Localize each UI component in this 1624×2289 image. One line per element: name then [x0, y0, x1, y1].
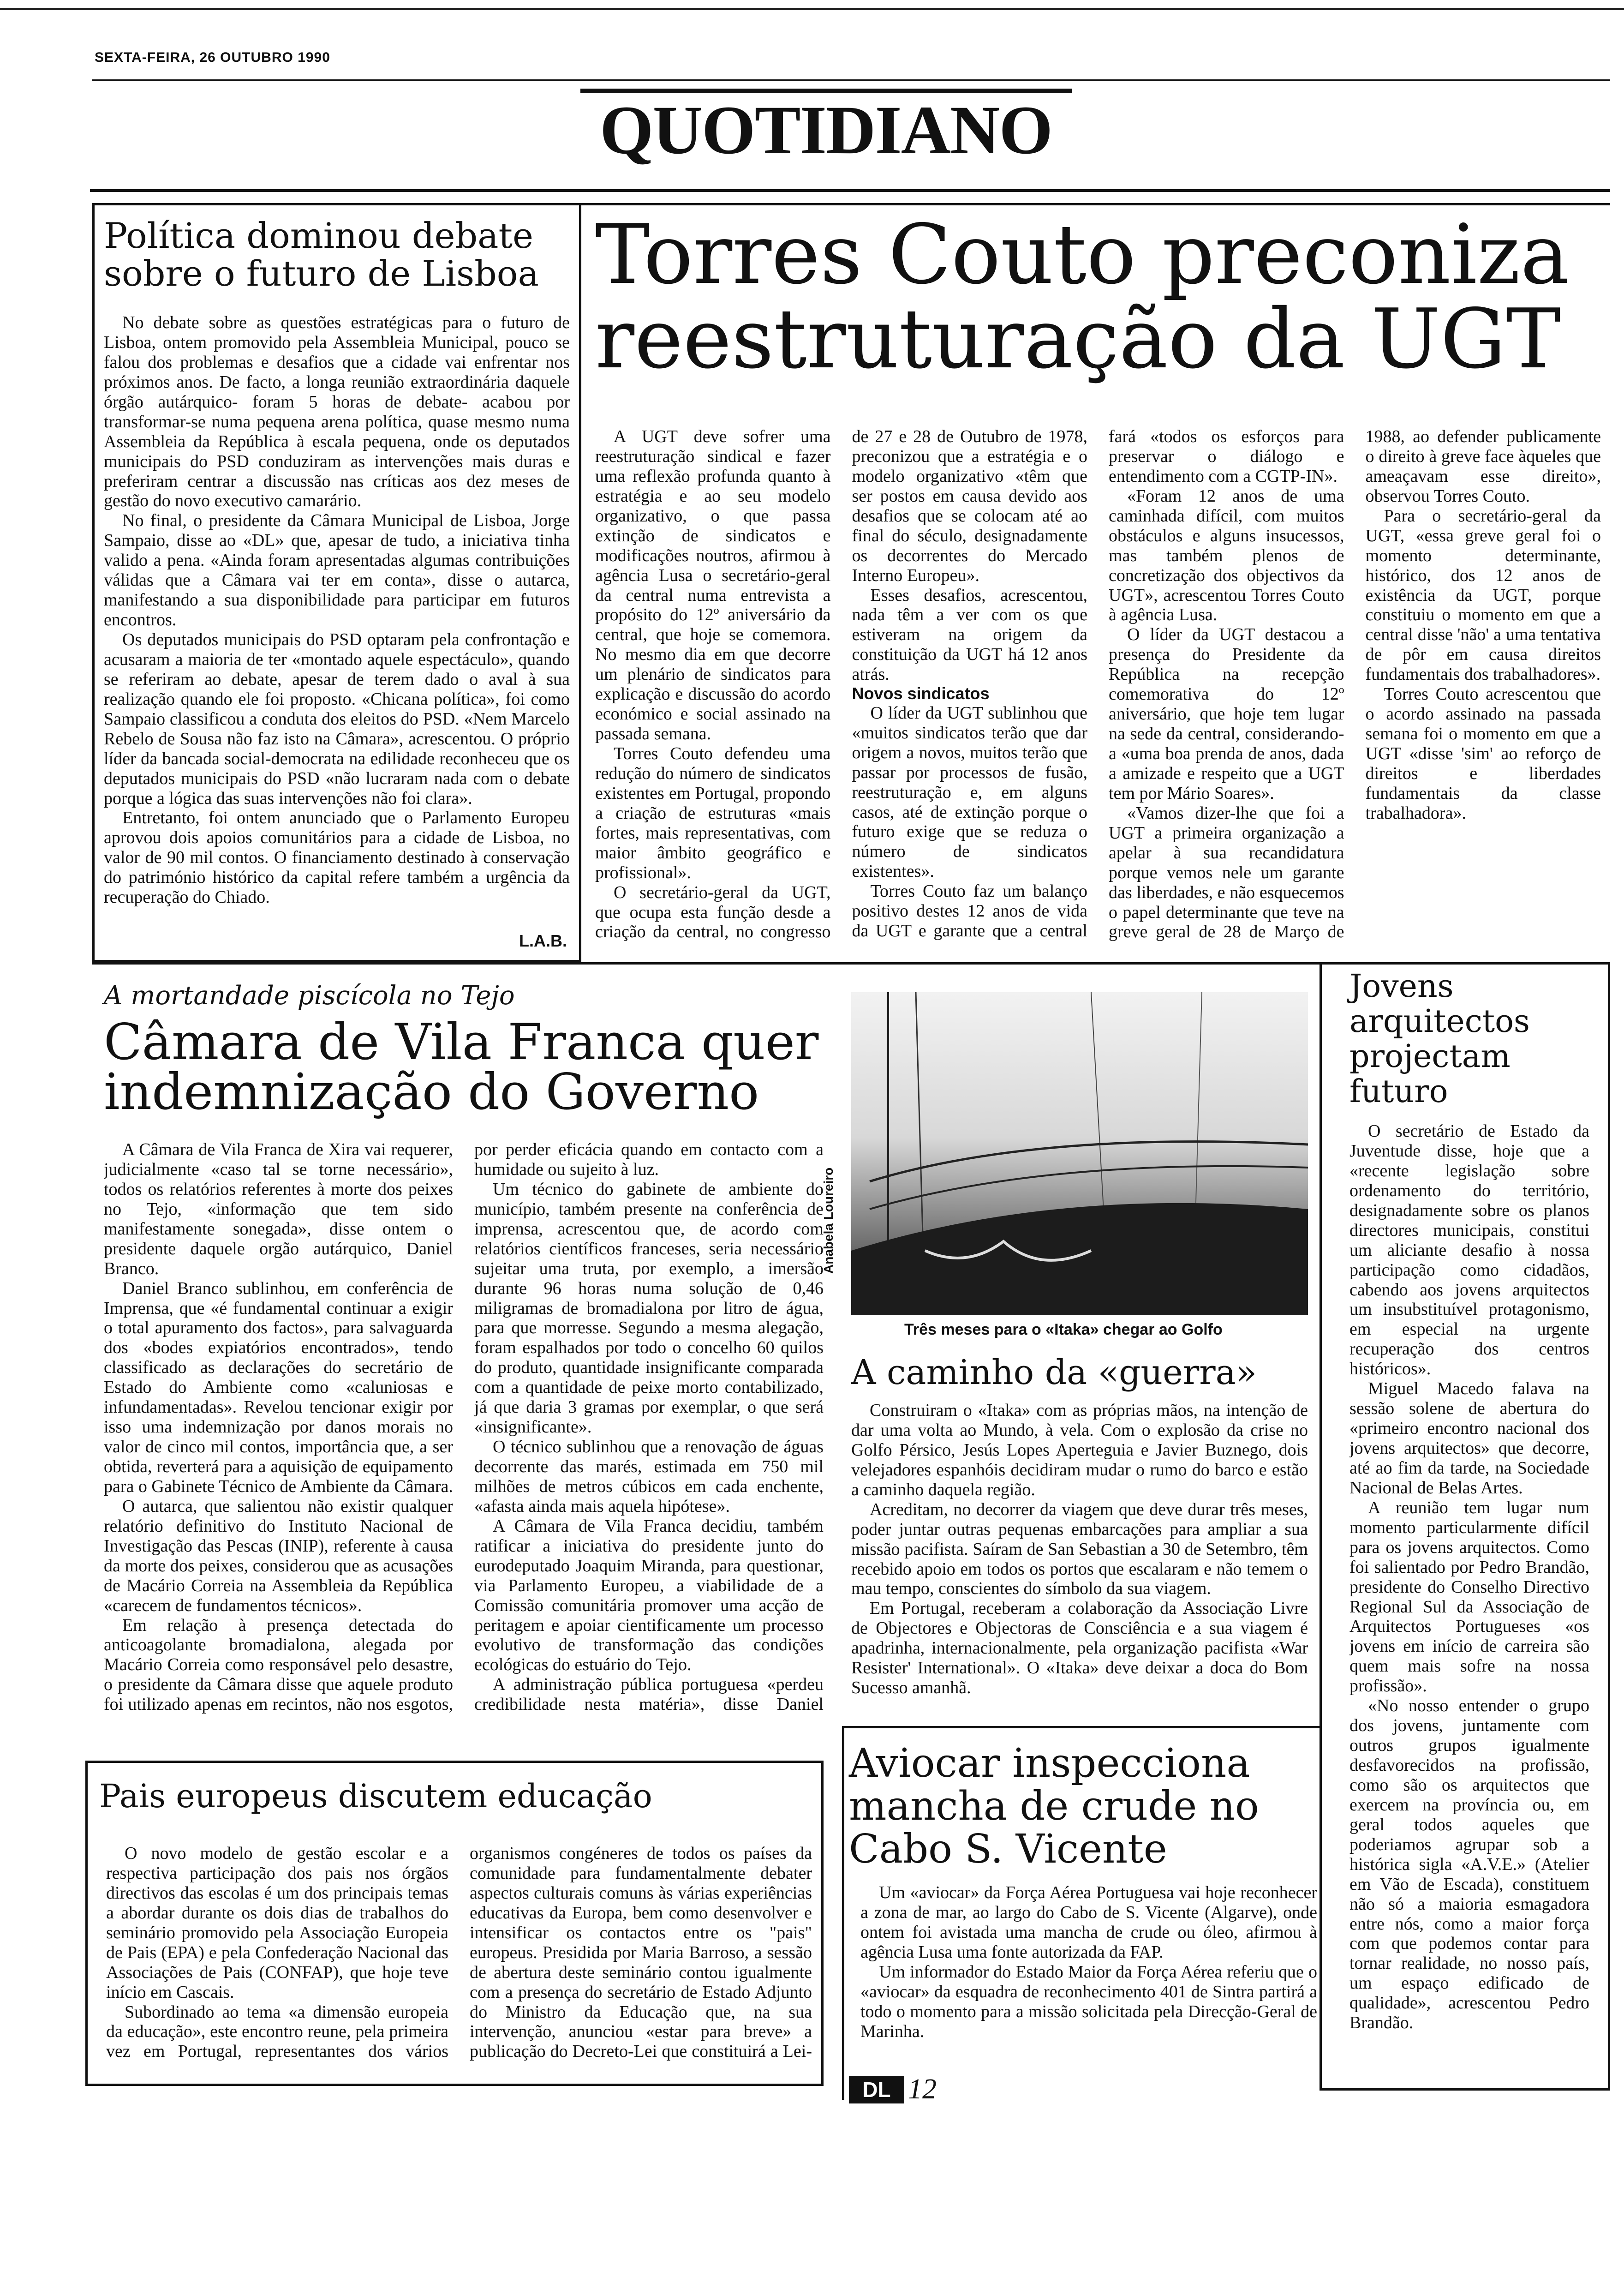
educacao-body	[106, 1844, 812, 2079]
section-title: QUOTIDIANO	[599, 92, 1052, 168]
paragraph: Em Portugal, receberam a colaboração da Associação Livre de Objectores e Objectoras de Consciência e a sua viagem é apadrinha, internacionalmente, pela organização pacifista «War Resister' International». O «Itaka» deve deixar a doca do Bom Sucesso amanhã.	[851, 1599, 1308, 1698]
paragraph: Para o secretário-geral da UGT, «essa greve geral foi o momento determinante, histórico, dos 12 anos de existência da UGT, porque constituiu o momento em que a central disse 'não' a uma tentativa de pôr em causa direitos fundamentais dos trabalhadores».	[1365, 506, 1601, 684]
paragraph: A reunião tem lugar num momento particularmente difícil para os jovens arquitectos. Como foi salientado por Pedro Brandão, presidente do Conselho Directivo Regional Sul da Associação de Arquitectos Portugueses «os jovens em início de carreira são quem mais sofre na nossa profissão».	[1349, 1498, 1589, 1696]
paragraph: Em relação à presença detectada do anticoagolante bromadialona, alegada por Macário Correia como responsável pelo desastre, o presidente da Câmara disse que aquele produto foi utilizado apenas em recintos, não nos esgotos, por perder eficácia quando em contacto com a humidade ou sujeito à luz.	[104, 1140, 824, 1714]
vilafranca-headline: Câmara de Vila Franca quer indemnização do Governo	[104, 1013, 819, 1121]
paragraph: Um «aviocar» da Força Aérea Portuguesa vai hoje reconhecer a zona de mar, ao largo do Cabo de S. Vicente (Algarve), onde ontem foi avistada uma mancha de crude ou óleo, afirmou à agência Lusa uma fonte autorizada da FAP.	[860, 1883, 1317, 1962]
paragraph: A UGT deve sofrer uma reestruturação sindical e fazer uma reflexão profunda quanto à estratégia e ao seu modelo organizativo, o que passa extinção de sindicatos e modificações noutros, afirmou à agência Lusa o secretário-geral da central numa entrevista a propósito do 12º aniversário da central, que hoje se comemora. No mesmo dia em que decorre um plenário de sindicatos para explicação e discussão do acordo económico e social assinado na passada semana.	[595, 427, 831, 744]
lisboa-headline: Política dominou debate sobre o futuro de Lisboa	[104, 215, 539, 294]
page-number: 12	[908, 2073, 937, 2105]
paragraph: Esses desafios, acrescentou, nada têm a ver com os que estiveram na origem da constituição da UGT há 12 anos atrás.	[852, 585, 1087, 684]
paragraph: O autarca, que salientou não existir qualquer relatório definitivo do Instituto Nacional de Investigação das Pescas (INIP), referente à causa da morte dos peixes, considerou que as acusações de Macário Correia na Assembleia da República «carecem de fundamentos técnicos».	[104, 1496, 453, 1615]
dl-logo: DL	[849, 2076, 904, 2103]
paragraph: A administração pública portuguesa «perdeu credibilidade nesta matéria», disse Daniel	[474, 1675, 824, 1714]
ugt-body	[595, 427, 1601, 958]
section-underline	[90, 189, 1610, 192]
paragraph: O líder da UGT sublinhou que «muitos sindicatos terão que dar origem a novos, muitos terão que passar por processos de fusão, reestruturação e, em alguns casos, até de extinção porque o futuro exige que se reduza o número de sindicatos existentes».	[852, 703, 1087, 881]
paragraph: Torres Couto faz um balanço positivo destes 12 anos de vida da UGT e garante que a central fará «todos os esforços para preservar o diálogo e entendimento com a CGTP-IN».	[852, 427, 1344, 941]
boat-illustration	[851, 992, 1308, 1315]
paragraph: Torres Couto acrescentou que o acordo assinado na passada semana foi o momento em que a UGT «disse 'sim' ao reforço de direitos e liberdades fundamentais da classe trabalhadora».	[1365, 684, 1601, 823]
paragraph: Torres Couto defendeu uma redução do número de sindicatos existentes em Portugal, propondo a criação de estruturas «mais fortes, mais representativas, com maior âmbito geográfico e profissional».	[595, 744, 831, 882]
paragraph: Miguel Macedo falava na sessão solene de abertura do «primeiro encontro nacional dos jovens arquitectos» que decorre, até ao fim da tarde, na Sociedade Nacional de Belas Artes.	[1349, 1379, 1589, 1498]
paragraph: Subordinado ao tema «a dimensão europeia da educação», este encontro reune, pela primeira vez em Portugal, representantes dos vários organismos congéneres de todos os países da comunidade para fundamentalmente debater aspectos culturais comuns às várias experiências educativas da Europa, bem como desenvolver e intensificar os contactos entre os "pais" europeus. Presidida por Maria Barroso, a sessão de abertura deste seminário contou igualmente com a presença do secretário de Estado Adjunto do Ministro da Educação que, na sua intervenção, anunciou «estar para breve» a publicação do Decreto-Lei que constituirá a Lei-	[106, 1844, 812, 2061]
paragraph: A Câmara de Vila Franca de Xira vai requerer, judicialmente «caso tal se torne necessário», todos os relatórios referentes à morte dos peixes no Tejo, «informação que tem sido manifestamente sonegada», disse ontem o presidente daquele orgão autárquico, Daniel Branco.	[104, 1140, 453, 1278]
paragraph: Entretanto, foi ontem anunciado que o Parlamento Europeu aprovou dois apoios comunitários para a cidade de Lisboa, no valor de 90 mil contos. O financiamento destinado à conservação do património histórico da capital refere também a urgência da recuperação do Chiado.	[104, 808, 570, 907]
aviocar-headline: Aviocar inspecciona mancha de crude no Cabo S. Vicente	[849, 1740, 1259, 1872]
photo-caption: Três meses para o «Itaka» chegar ao Golfo	[904, 1321, 1223, 1338]
jovens-headline: Jovens arquitectos projectam futuro	[1349, 968, 1530, 1110]
paragraph: A Câmara de Vila Franca decidiu, também ratificar a iniciativa do presidente junto do eurodeputado Joaquim Miranda, para questionar, via Parlamento Europeu, a viabilidade de a Comissão comunitária promover uma acção de peritagem e apoiar cientificamente um processo evolutivo de transformação das condições ecológicas do estuário do Tejo.	[474, 1516, 824, 1675]
educacao-headline: Pais europeus discutem educação	[99, 1777, 652, 1815]
photo-credit: Anabela Loureiro	[821, 1167, 836, 1274]
paragraph: «Foram 12 anos de uma caminhada difícil, com muitos obstáculos e alguns insucessos, mas também plenos de concretização dos objectivos da UGT», acrescentou Torres Couto à agência Lusa.	[1109, 486, 1344, 625]
paragraph: «No nosso entender o grupo dos jovens, juntamente com outros grupos igualmente desfavorecidos na profissão, como são os arquitectos que exercem na província ou, em geral todos aqueles que poderiamos agrupar sob a histórica sigla «A.V.E.» (Atelier em Vão de Escada), constituem não só a maioria esmagadora entre nós, como a maior força com que podemos contar para tornar realidade, no nosso país, um espaço edificado de qualidade», acrescentou Pedro Brandão.	[1349, 1696, 1589, 2033]
paragraph: «Vamos dizer-lhe que foi a UGT a primeira organização a apelar à sua recandidatura porque vemos nele um garante das liberdades, e não esquecemos o papel determinante que teve na greve geral de 28 de Março de 1988, ao defender publicamente o direito à greve face àqueles que ameaçavam esse direito», observou Torres Couto.	[1109, 427, 1601, 942]
vilafranca-body	[104, 1140, 824, 1735]
paragraph: Acreditam, no decorrer da viagem que deve durar três meses, poder juntar outras pequenas embarcações para ampliar a sua missão pacifista. Saíram de San Sebastian a 30 de Setembro, têm recebido apoio em todos os portos que escalaram e não temem o mau tempo, conscientes do símbolo da sua viagem.	[851, 1499, 1308, 1599]
paragraph: No final, o presidente da Câmara Municipal de Lisboa, Jorge Sampaio, disse ao «DL» que, apesar de tudo, a iniciativa tinha valido a pena. «Ainda foram apresentadas algumas contribuições válidas que a Câmara vai ter em conta», disse o autarca, manifestando a sua disponibilidade para participar em futuros encontros.	[104, 511, 570, 630]
middle-band-rule	[92, 962, 1320, 965]
paragraph: Construiram o «Itaka» com as próprias mãos, na intenção de dar uma volta ao Mundo, à vela. Com o explosão da crise no Golfo Pérsico, Jesús Lopes Aperteguia e Javier Buznego, dois velejadores espanhóis decidiram mudar o rumo do barco e estão a caminho daquela região.	[851, 1401, 1308, 1499]
paragraph: O técnico sublinhou que a renovação de águas decorrente das marés, estimada em 750 mil milhões de metros cúbicos em cada enchente, «afasta ainda mais aquela hipótese».	[474, 1437, 824, 1516]
ugt-subhead: Novos sindicatos	[852, 684, 990, 703]
paragraph: Os deputados municipais do PSD optaram pela confrontação e acusaram a maioria de ter «montado aquele espectáculo», quando se referiram ao debate, apesar de terem dado o aval à sua realização quando ele foi proposto. «Chicana política», foi como Sampaio classificou a conduta dos eleitos do PSD. «Nem Marcelo Rebelo de Sousa não faz isto na Câmara», acrescentou. O próprio líder da bancada social-democrata na edilidade reconheceu que os deputados municipais do PSD «não lucraram nada com o debate porque a lógica das suas intervenções não foi clara».	[104, 630, 570, 808]
lisboa-signature: L.A.B.	[519, 931, 567, 950]
paragraph: Um informador do Estado Maior da Força Aérea referiu que o «aviocar» da esquadra de reconhecimento 401 de Sintra partirá a todo o momento para a missão solicitada pela Direcção-Geral de Marinha.	[860, 1962, 1317, 2041]
paragraph: O líder da UGT destacou a presença do Presidente da República na recepção comemorativa do 12º aniversário, que hoje tem lugar na sede da central, considerando-a «uma boa prenda de anos, dada a amizade e respeito que a UGT tem por Mário Soares».	[1109, 625, 1344, 803]
header-rule	[92, 79, 1610, 81]
vilafranca-kicker: A mortandade piscícola no Tejo	[104, 981, 515, 1011]
itaka-photo	[851, 992, 1308, 1315]
paragraph: No debate sobre as questões estratégicas para o futuro de Lisboa, ontem promovido pela Assembleia Municipal, pouco se falou dos problemas e desafios que a cidade vai enfrentar nos próximos anos. De facto, a longa reunião extraordinária daquele órgão autárquico- foram 5 horas de debate- acabou por transformar-se numa pequena arena política, quase mesmo numa Assembleia da República à escala pequena, onde os deputados municipais do PSD conduziram as intervenções mais duras e preferiram centrar a discussão nas críticas aos dez meses de gestão do novo executivo camarário.	[104, 313, 570, 511]
paragraph: O novo modelo de gestão escolar e a respectiva participação dos pais nos órgãos directivos das escolas é um dos principais temas a abordar durante os dois dias de trabalhos do seminário promovido pela Associação Europeia de Pais (EPA) e pela Confederação Nacional das Associações de Pais (CONFAP), que hoje teve início em Cascais.	[106, 1844, 448, 2002]
top-rule	[0, 8, 1624, 10]
dateline: SEXTA-FEIRA, 26 OUTUBRO 1990	[95, 50, 330, 65]
paragraph: Daniel Branco sublinhou, em conferência de Imprensa, que «é fundamental continuar a exigir o total apuramento dos factos», para salvaguarda dos «bodes expiatórios encontrados», tendo classificado as declarações do secretário de Estado do Ambiente como «caluniosas e infundamentadas». Revelou tencionar exigir por isso uma indemnização por danos morais no valor de cinco mil contos, importância que, a ser obtida, reverterá para a aquisição de equipamento para o Gabinete Técnico de Ambiente da Câmara.	[104, 1278, 453, 1496]
ugt-headline: Torres Couto preconiza reestruturação da UGT	[595, 207, 1570, 387]
jovens-body	[1349, 1121, 1589, 2074]
lisboa-body	[104, 313, 570, 927]
paragraph: O secretário de Estado da Juventude disse, hoje que a «recente legislação sobre ordenamento do território, designadamente sobre os planos directores municipais, constitui um aliciante desafio à nossa participação como cidadãos, cabendo aos jovens arquitectos um insubstituível protagonismo, em especial na urgente recuperação dos centros históricos».	[1349, 1121, 1589, 1379]
aviocar-body	[860, 1883, 1317, 2067]
paragraph: Um técnico do gabinete de ambiente do município, também presente na conferência de imprensa, acrescentou que, de acordo com relatórios científicos franceses, seria necessário sujeitar uma truta, por exemplo, a imersão durante 96 horas numa solução de 0,46 miligramas de bromadialona por litro de água, para que morresse. Segundo a mesma alegação, foram espalhados por todo o concelho 60 quilos do produto, quantidade insignificante comparada com a quantidade de peixe morto contabilizado, já que daria 3 gramas por exemplar, o que será «insignificante».	[474, 1179, 824, 1437]
paragraph: O secretário-geral da UGT, que ocupa esta função desde a criação da central, no congresso de 27 e 28 de Outubro de 1978, preconizou que a estratégia e o modelo organizativo «têm que ser postos em causa devido aos desafios que se colocam até ao final do século, designadamente os decorrentes do Mercado Interno Europeu».	[595, 427, 1087, 942]
guerra-body	[851, 1401, 1308, 1731]
guerra-headline: A caminho da «guerra»	[851, 1353, 1257, 1392]
